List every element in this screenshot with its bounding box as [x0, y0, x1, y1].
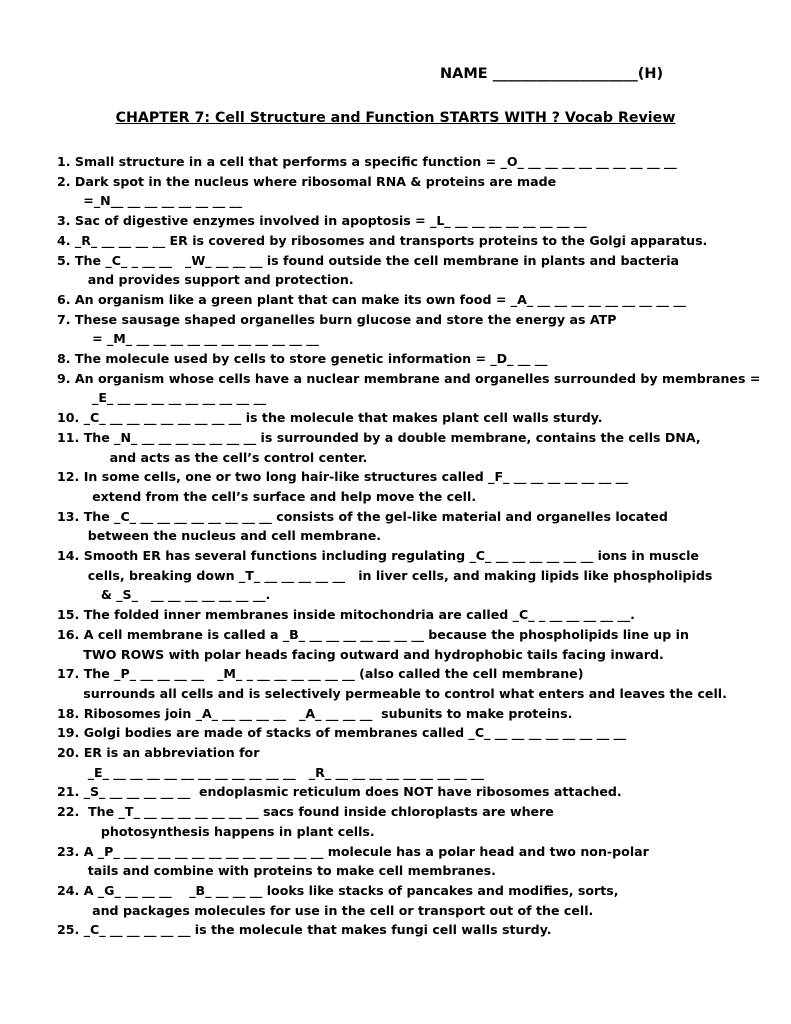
question-item — [57, 428, 701, 467]
question-text: _E_ __ __ __ __ __ __ __ __ __ __ __ _R_ __ __ __ __ __ __ __ __ __ — [57, 764, 484, 780]
question-item — [57, 664, 727, 703]
question-item — [57, 369, 760, 408]
question-item — [57, 920, 552, 940]
question-item — [57, 408, 603, 428]
page-title: CHAPTER 7: Cell Structure and Function STARTS WITH ? Vocab Review — [115, 110, 676, 126]
question-item — [57, 211, 587, 231]
question-item — [57, 605, 635, 625]
question-text: 23. A _P_ __ __ __ __ __ __ __ __ __ __ __ __ molecule has a polar head and two non-polar — [57, 843, 649, 859]
question-text: between the nucleus and cell membrane. — [57, 528, 382, 544]
question-item — [57, 723, 626, 743]
question-text: 9. An organism whose cells have a nuclear membrane and organelles surrounded by membranes = — [57, 370, 761, 386]
question-text: and packages molecules for use in the cell or transport out of the cell. — [57, 902, 594, 918]
question-item — [57, 152, 677, 172]
question-text: and acts as the cell’s control center. — [57, 449, 368, 465]
question-text: _E_ __ __ __ __ __ __ __ __ __ — [57, 390, 267, 406]
question-text: 19. Golgi bodies are made of stacks of membranes called _C_ __ __ __ __ __ __ __ __ — [57, 725, 627, 741]
question-item — [57, 743, 484, 782]
question-text: 24. A _G_ __ __ __ _B_ __ __ __ looks like stacks of pancakes and modifies, sorts, — [57, 882, 619, 898]
question-item — [57, 172, 556, 211]
question-text: 14. Smooth ER has several functions including regulating _C_ __ __ __ __ __ __ ions in muscle — [57, 548, 699, 563]
question-text: 8. The molecule used by cells to store genetic information = _D_ __ __ — [57, 351, 548, 366]
question-text: 17. The _P_ __ __ __ __ _M_ _ __ __ __ __ __ __ (also called the cell membrane) — [57, 666, 584, 682]
question-item — [57, 349, 547, 369]
question-text: =_N__ __ __ __ __ __ __ __ — [57, 193, 243, 209]
question-item — [57, 842, 649, 881]
question-item — [57, 782, 622, 802]
question-item — [57, 546, 712, 605]
question-text: = _M_ __ __ __ __ __ __ __ __ __ __ __ — [57, 331, 319, 347]
question-text: extend from the cell’s surface and help move the cell. — [57, 488, 477, 504]
question-text: TWO ROWS with polar heads facing outward and hydrophobic tails facing inward. — [57, 646, 664, 662]
question-text: 15. The folded inner membranes inside mitochondria are called _C_ _ __ __ __ __ __. — [57, 607, 635, 623]
question-text: 2. Dark spot in the nucleus where ribosomal RNA & proteins are made — [57, 173, 557, 189]
question-text: 21. _S_ __ __ __ __ __ endoplasmic reticulum does NOT have ribosomes attached. — [57, 784, 622, 800]
question-item — [57, 467, 628, 506]
question-text: surrounds all cells and is selectively permeable to control what enters and leaves the cell. — [57, 685, 727, 701]
question-item — [57, 251, 679, 290]
question-text: & _S_ __ __ __ __ __ __ __. — [57, 587, 271, 603]
question-text: 18. Ribosomes join _A_ __ __ __ __ _A_ __ __ __ subunits to make proteins. — [57, 705, 573, 721]
question-text: and provides support and protection. — [57, 272, 354, 288]
question-text: photosynthesis happens in plant cells. — [57, 823, 375, 839]
name-line: NAME ____________________(H) — [440, 66, 664, 82]
question-text: 7. These sausage shaped organelles burn glucose and store the energy as ATP — [57, 311, 617, 327]
question-text: 6. An organism like a green plant that can make its own food = _A_ __ __ __ __ __ __ __ __ __ — [57, 291, 686, 307]
question-item — [57, 704, 572, 724]
question-item — [57, 625, 689, 664]
question-text: 5. The _C_ _ __ __ _W_ __ __ __ is found outside the cell membrane in plants and bacteria — [57, 252, 680, 268]
question-text: 25. _C_ __ __ __ __ __ is the molecule that makes fungi cell walls sturdy. — [57, 922, 552, 938]
question-text: 16. A cell membrane is called a _B_ __ __ __ __ __ __ __ because the phospholipids line up in — [57, 626, 689, 642]
question-text: 20. ER is an abbreviation for — [57, 745, 260, 760]
question-item — [57, 802, 554, 841]
question-item — [57, 231, 707, 251]
question-text: tails and combine with proteins to make cell membranes. — [57, 863, 496, 879]
question-text: 10. _C_ __ __ __ __ __ __ __ __ is the molecule that makes plant cell walls sturdy. — [57, 410, 603, 426]
question-text: 13. The _C_ __ __ __ __ __ __ __ __ consists of the gel-like material and organelles located — [57, 508, 668, 524]
question-text: 11. The _N_ __ __ __ __ __ __ __ is surrounded by a double membrane, contains the cells DNA, — [57, 429, 701, 445]
question-item — [57, 881, 619, 920]
question-text: 3. Sac of digestive enzymes involved in apoptosis = _L_ __ __ __ __ __ __ __ __ — [57, 213, 587, 229]
question-item — [57, 507, 668, 546]
question-item — [57, 290, 686, 310]
question-text: 12. In some cells, one or two long hair-like structures called _F_ __ __ __ __ __ __ __ — [57, 469, 629, 485]
question-item — [57, 310, 617, 349]
question-text: 22. The _T_ __ __ __ __ __ __ __ sacs found inside chloroplasts are where — [57, 804, 554, 820]
question-text: 1. Small structure in a cell that performs a specific function = _O_ __ __ __ __ __ __ __ __ __ — [57, 154, 677, 169]
question-text: 4. _R_ __ __ __ __ ER is covered by ribosomes and transports proteins to the Golgi apparatus. — [57, 232, 708, 248]
question-text: cells, breaking down _T_ __ __ __ __ __ in liver cells, and making lipids like phospholipids — [57, 567, 713, 583]
